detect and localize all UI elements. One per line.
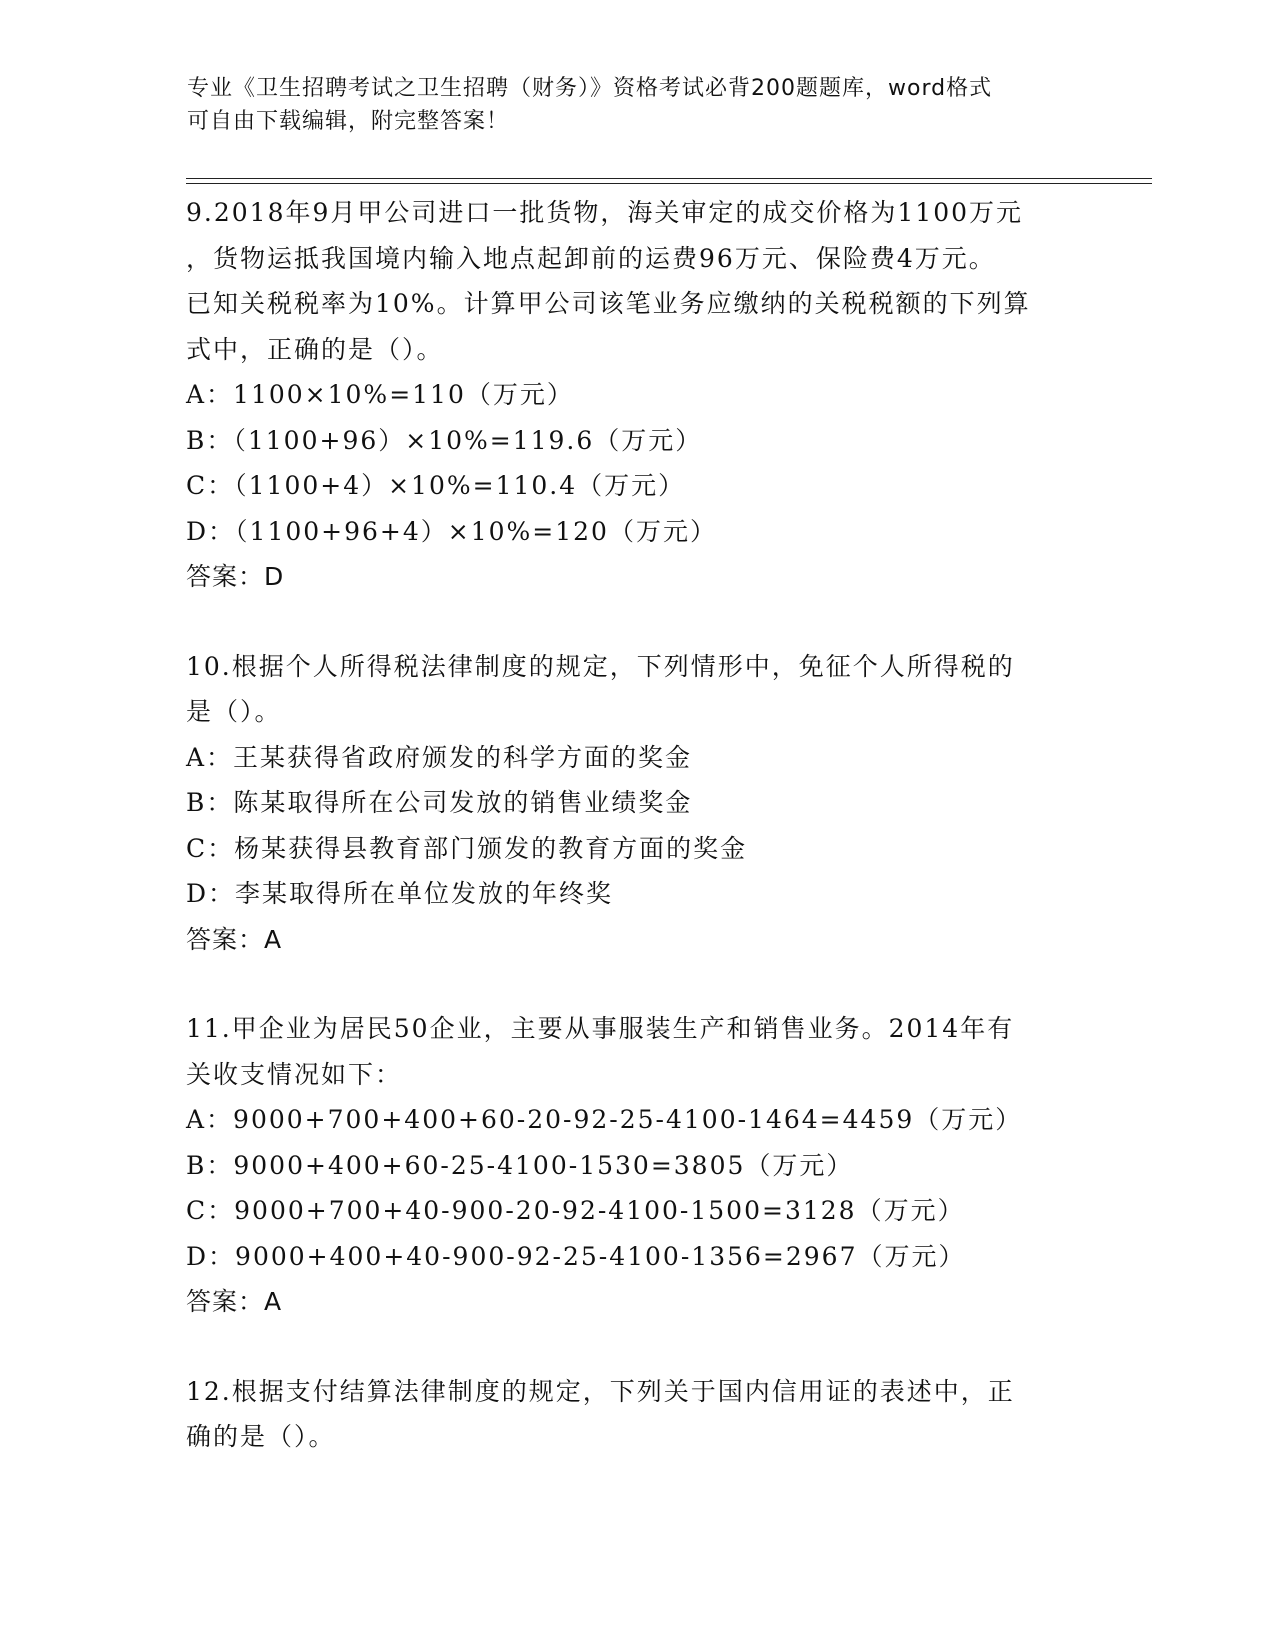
option-d: D：9000+400+40-900-92-25-4100-1356=2967（万元） [186,1241,966,1271]
option-d: D：（1100+96+4）×10%=120（万元） [186,516,717,546]
option-c: C：（1100+4）×10%=110.4（万元） [186,471,686,500]
option-b: B：（1100+96）×10%=119.6（万元） [186,425,703,455]
question-text-line: 式中，正确的是（）。 [186,334,444,364]
option-c: C：杨某获得县教育部门颁发的教育方面的奖金 [186,833,748,863]
header-divider-top [186,178,1152,179]
header-line-2: 可自由下载编辑，附完整答案！ [187,109,510,134]
option-b: B：9000+400+60-25-4100-1530=3805（万元） [186,1150,854,1180]
option-c: C：9000+700+40-900-20-92-4100-1500=3128（万元） [186,1196,965,1225]
question-12 [186,1369,1086,1460]
header-line-1: 专业《卫生招聘考试之卫生招聘（财务）》资格考试必背200题题库，word格式 [187,76,993,101]
question-text-line: 11.甲企业为居民50企业，主要从事服装生产和销售业务。2014年有 [186,1014,1015,1043]
option-a: A：1100×10%=110（万元） [186,380,574,409]
option-a: A：9000+700+400+60-20-92-25-4100-1464=4459（万元） [186,1105,1023,1134]
question-9 [186,190,1086,600]
question-text-line: 12.根据支付结算法律制度的规定，下列关于国内信用证的表述中，正 [186,1376,1015,1406]
question-text-line: 确的是（）。 [186,1422,336,1451]
question-text-line: ，货物运抵我国境内输入地点起卸前的运费96万元、保险费4万元。 [186,243,996,273]
question-11 [186,1006,1086,1325]
question-text-line: 10.根据个人所得税法律制度的规定，下列情形中，免征个人所得税的 [186,651,1015,681]
question-text-line: 已知关税税率为10%。计算甲公司该笔业务应缴纳的关税税额的下列算 [186,289,1031,318]
answer: 答案：D [186,562,285,591]
option-a: A：王某获得省政府颁发的科学方面的奖金 [186,742,693,772]
question-text-line: 9.2018年9月甲公司进口一批货物，海关审定的成交价格为1100万元 [186,198,1024,227]
question-text-line: 是（）。 [186,697,282,726]
answer: 答案：A [186,924,283,954]
header-divider-bottom [186,183,1152,184]
option-d: D：李某取得所在单位发放的年终奖 [186,879,614,908]
question-text-line: 关收支情况如下： [186,1059,403,1089]
document-header [187,72,1087,138]
question-list [186,190,1086,1460]
option-b: B：陈某取得所在公司发放的销售业绩奖金 [186,788,693,817]
answer: 答案：A [186,1287,283,1316]
question-10 [186,644,1086,963]
